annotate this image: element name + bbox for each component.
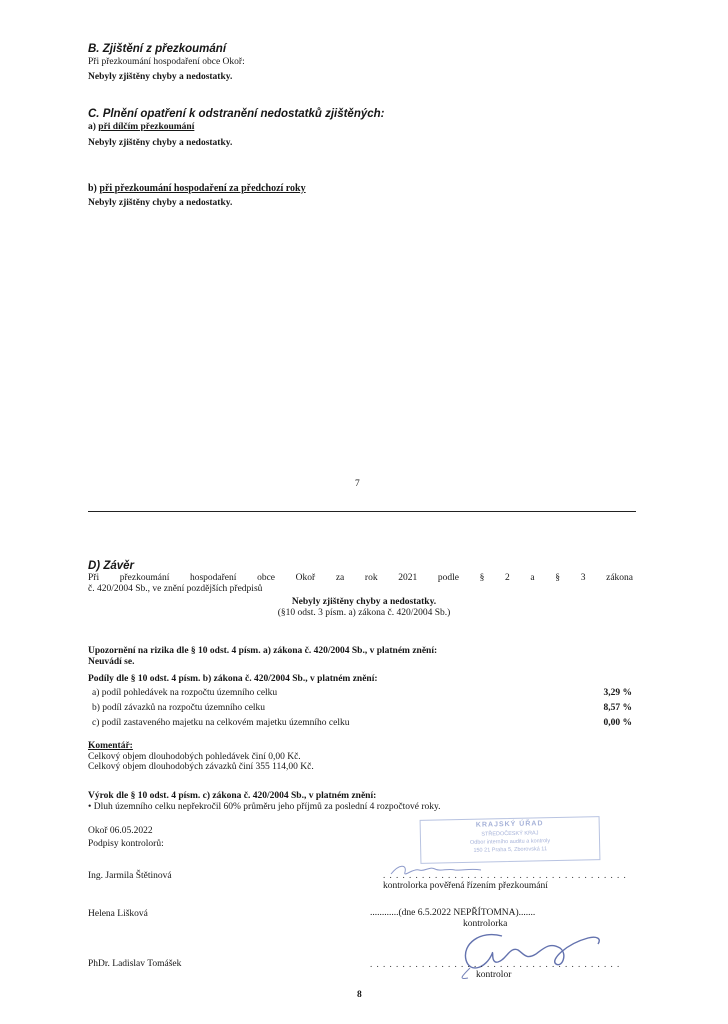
place-date: Okoř 06.05.2022 xyxy=(88,826,153,836)
signatory-name: Ing. Jarmila Štětinová xyxy=(88,871,172,881)
share-row-value: 0,00 % xyxy=(603,718,632,728)
page-number-7: 7 xyxy=(355,479,360,489)
section-c-b-prefix: b) xyxy=(88,183,97,194)
stamp-line: KRAJSKÝ ÚŘAD xyxy=(475,820,544,829)
bullet-icon: • xyxy=(88,802,92,812)
risks-heading: Upozornění na rizika dle § 10 odst. 4 písm. a) zákona č. 420/2004 Sb., v platném znění: xyxy=(88,646,438,656)
section-d-result: Nebyly zjištěny chyby a nedostatky. xyxy=(291,597,437,607)
dots: ....... xyxy=(518,908,536,918)
section-c-b-row xyxy=(88,183,306,194)
signatory-absence-note: (dne 6.5.2022 NEPŘÍTOMNA) xyxy=(398,908,519,918)
statement-bullet xyxy=(88,802,441,812)
section-b-intro: Při přezkoumání hospodaření obce Okoř: xyxy=(88,57,245,67)
shares-heading: Podíly dle § 10 odst. 4 písm. b) zákona č. 420/2004 Sb., v platném znění: xyxy=(88,674,378,684)
signatory-name: Helena Lišková xyxy=(88,909,148,919)
share-row-value: 8,57 % xyxy=(603,703,632,713)
share-row-label: b) podíl závazků na rozpočtu územního celku xyxy=(92,703,266,713)
signatory-name: PhDr. Ladislav Tomášek xyxy=(88,959,182,969)
stamp-line: Odbor interního auditu a kontroly xyxy=(469,838,551,846)
signature-dotted-line: . . . . . . . . . . . . . . . . . . . . . . . . . . . . . . . . . . . . . . xyxy=(383,870,627,880)
stamp-line: STŘEDOČESKÝ KRAJ xyxy=(481,830,539,838)
statement-heading: Výrok dle § 10 odst. 4 písm. c) zákona č. 420/2004 Sb., v platném znění: xyxy=(88,791,377,801)
signatory-role: kontrolorka xyxy=(463,919,508,929)
statement-text: Dluh územního celku nepřekročil 60% průměru jeho příjmů za poslední 4 rozpočtové roky. xyxy=(93,802,441,812)
section-c-b-label: při přezkoumání hospodaření za předchozí roky xyxy=(99,183,306,194)
comment-line: Celkový objem dlouhodobých pohledávek činí 0,00 Kč. xyxy=(88,752,301,762)
section-c-heading: C. Plnění opatření k odstranění nedostatků zjištěných: xyxy=(88,108,385,120)
page-number-8: 8 xyxy=(357,990,362,1000)
comment-line: Celkový objem dlouhodobých závazků činí 355 114,00 Kč. xyxy=(88,762,314,772)
share-row-label: a) podíl pohledávek na rozpočtu územního celku xyxy=(92,688,278,698)
share-row-value: 3,29 % xyxy=(603,688,632,698)
section-b-heading: B. Zjištění z přezkoumání xyxy=(88,43,227,55)
risks-value: Neuvádí se. xyxy=(88,657,135,667)
section-c-a-row xyxy=(88,122,194,132)
stamp-line: 150 21 Praha 5, Zborovská 11 xyxy=(473,846,548,854)
signatory-role: kontrolorka pověřená řízením přezkoumání xyxy=(383,881,548,891)
signatures-label: Podpisy kontrolorů: xyxy=(88,839,164,849)
section-c-a-prefix: a) xyxy=(88,122,96,132)
page-separator xyxy=(88,511,636,512)
section-c-b-finding: Nebyly zjištěny chyby a nedostatky. xyxy=(88,198,233,208)
section-d-intro-line1: Při přezkoumání hospodaření obce Okoř za rok 2021 podle § 2 a § 3 zákona xyxy=(88,573,633,583)
handwritten-signature-icon xyxy=(440,924,610,982)
share-row-label: c) podíl zastaveného majetku na celkovém majetku územního celku xyxy=(92,718,350,728)
signatory-role: kontrolor xyxy=(476,970,512,980)
section-d-intro-line2: č. 420/2004 Sb., ve znění pozdějších předpisů xyxy=(88,584,263,594)
section-d-result-ref: (§10 odst. 3 písm. a) zákona č. 420/2004 Sb.) xyxy=(277,608,451,618)
comment-heading: Komentář: xyxy=(88,741,133,751)
section-b-finding: Nebyly zjištěny chyby a nedostatky. xyxy=(88,72,233,82)
signature-dotted-line: . . . . . . . . . . . . . . . . . . . . . . . . . . . . . . . . . . . . . . . xyxy=(370,959,621,969)
signatory-line xyxy=(370,908,535,918)
dots: ............ xyxy=(370,908,399,918)
section-c-a-label: při dílčím přezkoumání xyxy=(98,122,195,132)
section-d-heading: D) Závěr xyxy=(88,560,135,572)
official-stamp xyxy=(420,816,601,864)
section-c-a-finding: Nebyly zjištěny chyby a nedostatky. xyxy=(88,138,233,148)
